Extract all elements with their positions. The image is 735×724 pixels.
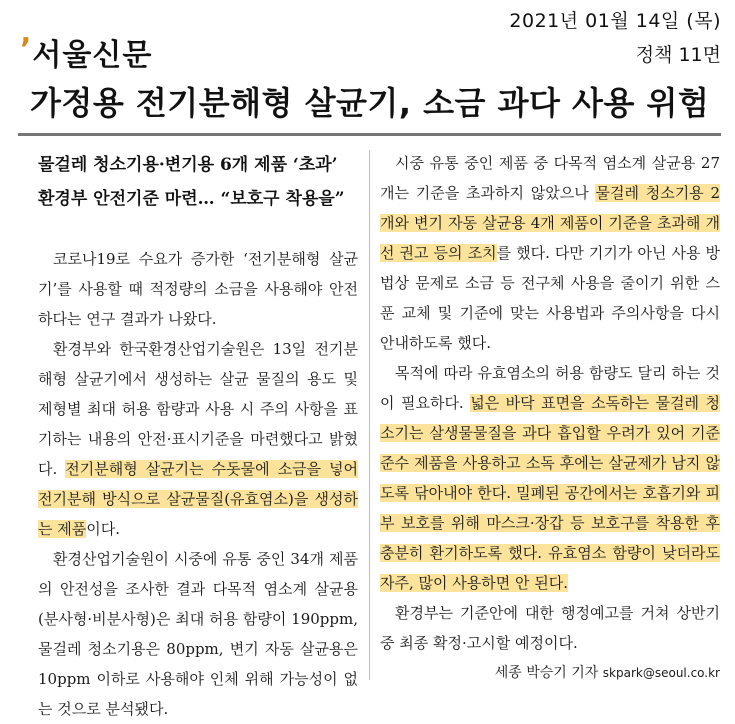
byline-email: skpark@seoul.co.kr: [602, 666, 720, 680]
highlighted-text: 전기분해형 살균기는 수돗물에 소금을 넣어 전기분해 방식으로 살균물질(유효염소)을 생성하는 제품: [38, 460, 358, 538]
paragraph: [38, 544, 358, 724]
paragraph: [380, 598, 720, 658]
article-left-column: [38, 148, 358, 724]
text-run: 환경산업기술원이 시중에 유통 중인 34개 제품의 안전성을 조사한 결과 다목적 염소계 살균용(분사형·비분사형)은 최대 허용 함량이 190ppm, 물걸레 청소기용은 80ppm, 변기 자동 살균용은 10ppm 이하로 사용해야 인체 위해 가능성이 없는 것으로 분석됐다.: [38, 550, 358, 718]
paragraph: [380, 148, 720, 358]
subheads: [38, 148, 358, 216]
right-body: [380, 148, 720, 658]
headline: 가정용 전기분해형 살균기, 소금 과다 사용 위험: [30, 84, 710, 122]
article-right-column: [380, 148, 720, 688]
text-run: 를 했다. 다만 기기가 아닌 사용 방법상 문제로 소금 등 전구체 사용을 줄이기 위한 스푼 교체 및 기준에 맞는 사용법과 주의사항을 다시 안내하도록 했다.: [380, 244, 720, 352]
highlighted-text: 넓은 바닥 표면을 소독하는 물걸레 청소기는 살생물물질을 과다 흡입할 우려가 있어 기준 준수 제품을 사용하고 소독 후에는 살균제가 남지 않도록 닦아내야 한다. 밀폐된 공간에서는 호흡기와 피부 보호를 위해 마스크·장갑 등 보호구를 착용한 후 충분히 환기하도록 했다. 유효염소 함량이 낮더라도 자주, 많이 사용하면 안 된다.: [380, 394, 720, 592]
text-run: 이다.: [86, 520, 120, 538]
section-label: 정책 11면: [635, 44, 721, 66]
masthead-mark: ’: [20, 32, 33, 67]
paragraph: [380, 358, 720, 598]
highlighted-text: 물걸레 청소기용 2개와 변기 자동 살균용 4개 제품이 기준을 초과해 개선 권고 등의 조치: [380, 184, 720, 262]
left-body: [38, 244, 358, 724]
masthead: [20, 30, 152, 74]
headline-rule: [18, 133, 721, 136]
text-run: 목적에 따라 유효염소의 허용 함량도 달리 하는 것이 필요하다.: [380, 364, 720, 412]
subhead: 환경부 안전기준 마련… “보호구 착용을”: [38, 189, 345, 209]
paragraph: [38, 334, 358, 544]
text-run: 시중 유통 중인 제품 중 다목적 염소계 살균용 27개는 기준을 초과하지 않았으나: [380, 154, 720, 202]
byline-name: 세종 박승기 기자: [494, 665, 599, 681]
paragraph: [38, 244, 358, 334]
masthead-title: 서울신문: [32, 38, 153, 73]
text-run: 코로나19로 수요가 증가한 ‘전기분해형 살균기’를 사용할 때 적정량의 소금을 사용해야 안전하다는 연구 결과가 나왔다.: [38, 250, 358, 328]
column-divider: [369, 150, 370, 680]
text-run: 환경부와 한국환경산업기술원은 13일 전기분해형 살균기에서 생성하는 살균 물질의 용도 및 제형별 최대 허용 함량과 사용 시 주의 사항을 표기하는 내용의 안전·표시기준을 마련했다고 밝혔다.: [38, 340, 358, 478]
subhead: 물걸레 청소기용·변기용 6개 제품 ‘초과’: [38, 155, 338, 175]
text-run: 환경부는 기준안에 대한 행정예고를 거쳐 상반기 중 최종 확정·고시할 예정이다.: [380, 604, 720, 652]
byline: [380, 658, 720, 688]
date-line: 2021년 01월 14일 (목): [509, 10, 721, 32]
